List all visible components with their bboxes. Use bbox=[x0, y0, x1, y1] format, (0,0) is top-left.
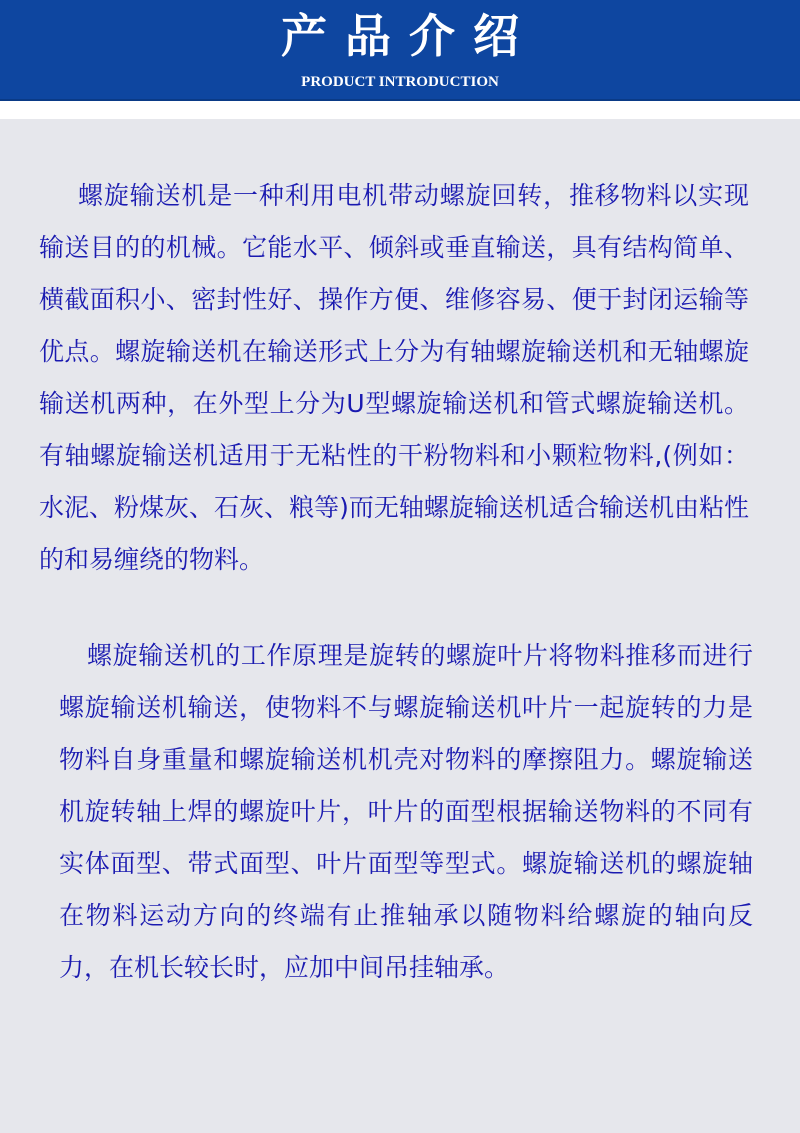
page-title: 产品介绍 bbox=[281, 9, 537, 63]
header-banner bbox=[0, 0, 800, 101]
page-subtitle: PRODUCT INTRODUCTION bbox=[301, 74, 499, 90]
paragraph-1: 螺旋输送机是一种利用电机带动螺旋回转，推移物料以实现输送目的的机械。它能水平、倾斜或垂直输送，具有结构简单、横截面积小、密封性好、操作方便、维修容易、便于封闭运输等优点。螺旋输送机在输送形式上分为有轴螺旋输送机和无轴螺旋输送机两种，在外型上分为U型螺旋输送机和管式螺旋输送机。有轴螺旋输送机适用于无粘性的干粉物料和小颗粒物料,(例如：水泥、粉煤灰、石灰、粮等)而无轴螺旋输送机适合输送机由粘性的和易缠绕的物料。 bbox=[39, 181, 749, 574]
content-panel bbox=[0, 119, 800, 1133]
paragraph-2: 螺旋输送机的工作原理是旋转的螺旋叶片将物料推移而进行螺旋输送机输送，使物料不与螺旋输送机叶片一起旋转的力是物料自身重量和螺旋输送机机壳对物料的摩擦阻力。螺旋输送机旋转轴上焊的螺旋叶片，叶片的面型根据输送物料的不同有实体面型、带式面型、叶片面型等型式。螺旋输送机的螺旋轴在物料运动方向的终端有止推轴承以随物料给螺旋的轴向反力，在机长较长时，应加中间吊挂轴承。 bbox=[59, 641, 753, 982]
